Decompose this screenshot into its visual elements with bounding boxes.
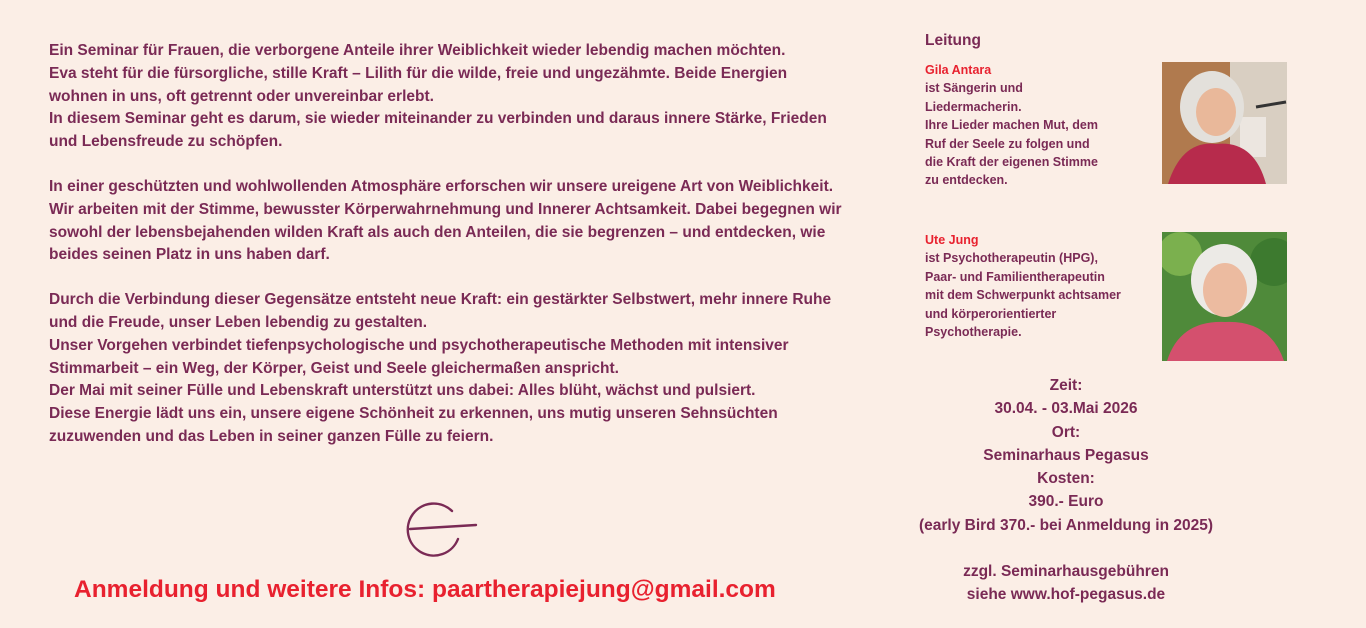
website-note: siehe www.hof-pegasus.de <box>966 586 1166 604</box>
gila-antara-photo <box>1162 62 1287 184</box>
leader-name: Gila Antara <box>925 63 992 77</box>
extra-fees-note: zzgl. Seminarhausgebühren <box>963 563 1169 581</box>
leader-bio-line: Ruf der Seele zu folgen und <box>925 136 1090 151</box>
leader-bio-line: die Kraft der eigenen Stimme <box>925 155 1098 170</box>
leader-bio-line: Psychotherapie. <box>925 325 1022 340</box>
seminar-logo-icon <box>400 495 480 559</box>
ort-label: Ort: <box>1051 423 1081 441</box>
leader-bio-line: Paar- und Familientherapeutin <box>925 269 1105 284</box>
leader-bio-line: und körperorientierter <box>925 306 1057 321</box>
leader-bio-line: Liedermacherin. <box>925 99 1022 114</box>
ort-value: Seminarhaus Pegasus <box>983 446 1149 464</box>
intro-line-3: In diesem Seminar geht es darum, sie wieder miteinander zu verbinden und daraus innere Stärke, Frieden und Lebensfreude zu schöpfen. <box>49 110 827 151</box>
leader-bio-line: ist Sängerin und <box>925 81 1023 96</box>
leader-bio-line: ist Psychotherapeutin (HPG), <box>925 251 1098 266</box>
intro-line-1: Ein Seminar für Frauen, die verborgene Anteile ihrer Weiblichkeit wieder lebendig machen möchten. <box>49 42 786 59</box>
leader-bio-line: Ihre Lieder machen Mut, dem <box>925 118 1098 133</box>
zeit-value: 30.04. - 03.Mai 2026 <box>994 400 1138 418</box>
early-bird-note: (early Bird 370.- bei Anmeldung in 2025) <box>918 516 1213 534</box>
kosten-label: Kosten: <box>1037 470 1095 488</box>
intro-line-2: Eva steht für die fürsorgliche, stille Kraft – Lilith für die wilde, freie und ungezähmte. Beide Energien wohnen in uns, oft getrennt oder unvereinbar erlebt. <box>49 64 788 105</box>
leader-bio-line: mit dem Schwerpunkt achtsamer <box>925 288 1121 303</box>
paragraph-connection-2: Unser Vorgehen verbindet tiefenpsychologische und psychotherapeutische Methoden mit intensiver Stimmarbeit – ein Weg, der Körper, Geist und Seele gleichermaßen anspricht. <box>49 336 789 377</box>
ute-jung-photo <box>1162 232 1287 361</box>
leader-bio-line: zu entdecken. <box>925 173 1008 188</box>
registration-contact: Anmeldung und weitere Infos: paartherapiejung@gmail.com <box>74 576 776 603</box>
paragraph-atmosphere: In einer geschützten und wohlwollenden Atmosphäre erforschen wir unsere ureigene Art von Weiblichkeit. Wir arbeiten mit der Stimme, bewusster Körperwahrnehmung und Innerer Achtsamkeit. Dabei begegnen wir sowohl der lebensbejahenden wilden Kraft als auch den Anteilen, die sie begrenzen – und entdecken, wie beides seinen Platz in uns haben darf. <box>49 177 842 264</box>
leitung-heading: Leitung <box>925 32 981 49</box>
seminar-details <box>896 374 1236 607</box>
kosten-value: 390.- Euro <box>1028 493 1104 511</box>
paragraph-connection-3: Der Mai mit seiner Fülle und Lebenskraft unterstützt uns dabei: Alles blüht, wächst und pulsiert. <box>49 382 756 400</box>
leader-ute-jung <box>925 231 1157 341</box>
paragraph-connection-4: Diese Energie lädt uns ein, unsere eigene Schönheit zu erkennen, uns mutig unseren Sehnsüchten zuzuwenden und das Leben in seiner ganzen Fülle zu feiern. <box>49 405 778 445</box>
leader-gila-antara <box>925 61 1157 190</box>
seminar-description <box>49 40 849 449</box>
paragraph-connection-1: Durch die Verbindung dieser Gegensätze entsteht neue Kraft: ein gestärkter Selbstwert, mehr innere Ruhe und die Freude, unser Leben lebendig zu gestalten. <box>49 291 832 331</box>
leader-name: Ute Jung <box>925 233 979 247</box>
zeit-label: Zeit: <box>1049 377 1083 394</box>
